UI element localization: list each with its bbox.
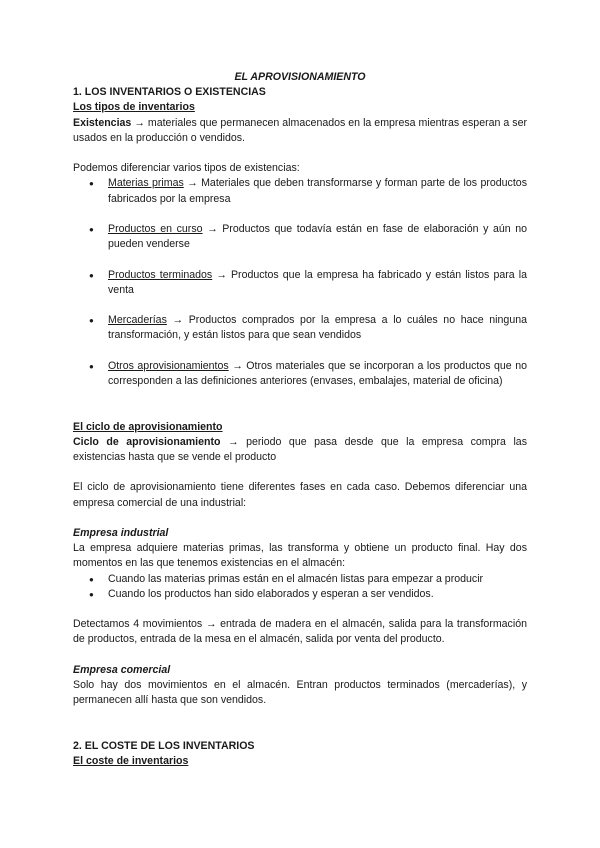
definition-text: → materiales que permanecen almacenados en la empresa mientras esperan a ser usados en la producción o vendidos. [73,116,527,144]
cycle-definition [73,435,527,465]
list-item [108,176,527,206]
industrial-heading: Empresa industrial [73,526,169,539]
definition-term: Existencias [73,116,132,129]
inventory-types-subheading: Los tipos de inventarios [73,101,195,114]
industrial-text: La empresa adquiere materias primas, las transforma y obtiene un producto final. Hay dos momentos en las que tenemos existencias en el almacén: [73,542,527,570]
section-2-heading: 2. EL COSTE DE LOS INVENTARIOS [73,739,255,752]
inventory-cost-subheading: El coste de inventarios [73,754,189,767]
cycle-intro: El ciclo de aprovisionamiento tiene diferentes fases en cada caso. Debemos diferenciar una empresa comercial de una industrial: [73,481,527,509]
type-text: → Productos que todavía están en fase de elaboración y aún no pueden venderse [108,223,527,251]
type-text: → Materiales que deben transformarse y forman parte de los productos fabricados por la empresa [108,177,527,205]
document-title: EL APROVISIONAMIENTO [234,71,366,83]
list-item: ● Cuando las materias primas están en el almacén listas para empezar a producir [108,572,527,587]
list-item [108,268,527,298]
type-text: → Productos que la empresa ha fabricado y están listos para la venta [108,268,527,296]
existencias-definition [73,116,527,146]
type-term: Mercaderías [108,314,167,327]
list-item [108,313,527,343]
list-item: ● Cuando los productos han sido elaborados y esperan a ser vendidos. [108,587,527,602]
list-item [108,222,527,252]
inventory-types-list [73,176,527,389]
industrial-movements: Detectamos 4 movimientos → entrada de madera en el almacén, salida para la transformación de productos, entrada de la mesa en el almacén, salida por venta del producto. [73,618,527,646]
type-text: → Otros materiales que se incorporan a los productos que no corresponden a las definiciones anteriores (envases, embalajes, material de oficina) [108,359,527,387]
type-term: Otros aprovisionamientos [108,359,229,372]
section-1-heading: 1. LOS INVENTARIOS O EXISTENCIAS [73,86,266,99]
type-text: → Productos comprados por la empresa a lo cuáles no hace ninguna transformación, y están listos para que sean vendidos [108,314,527,342]
cycle-subheading: El ciclo de aprovisionamiento [73,420,223,433]
type-term: Materias primas [108,177,184,190]
definition-text: → periodo que pasa desde que la empresa compra las existencias hasta que se vende el producto [73,435,527,463]
type-term: Productos terminados [108,268,213,281]
list-item [108,359,527,389]
commercial-heading: Empresa comercial [73,663,171,676]
types-intro: Podemos diferenciar varios tipos de existencias: [73,162,300,175]
definition-term: Ciclo de aprovisionamiento [73,435,221,448]
industrial-moments-list [73,572,527,602]
commercial-text: Solo hay dos movimientos en el almacén. Entran productos terminados (mercaderías), y permanecen allí hasta que son vendidos. [73,678,527,707]
type-term: Productos en curso [108,223,203,235]
